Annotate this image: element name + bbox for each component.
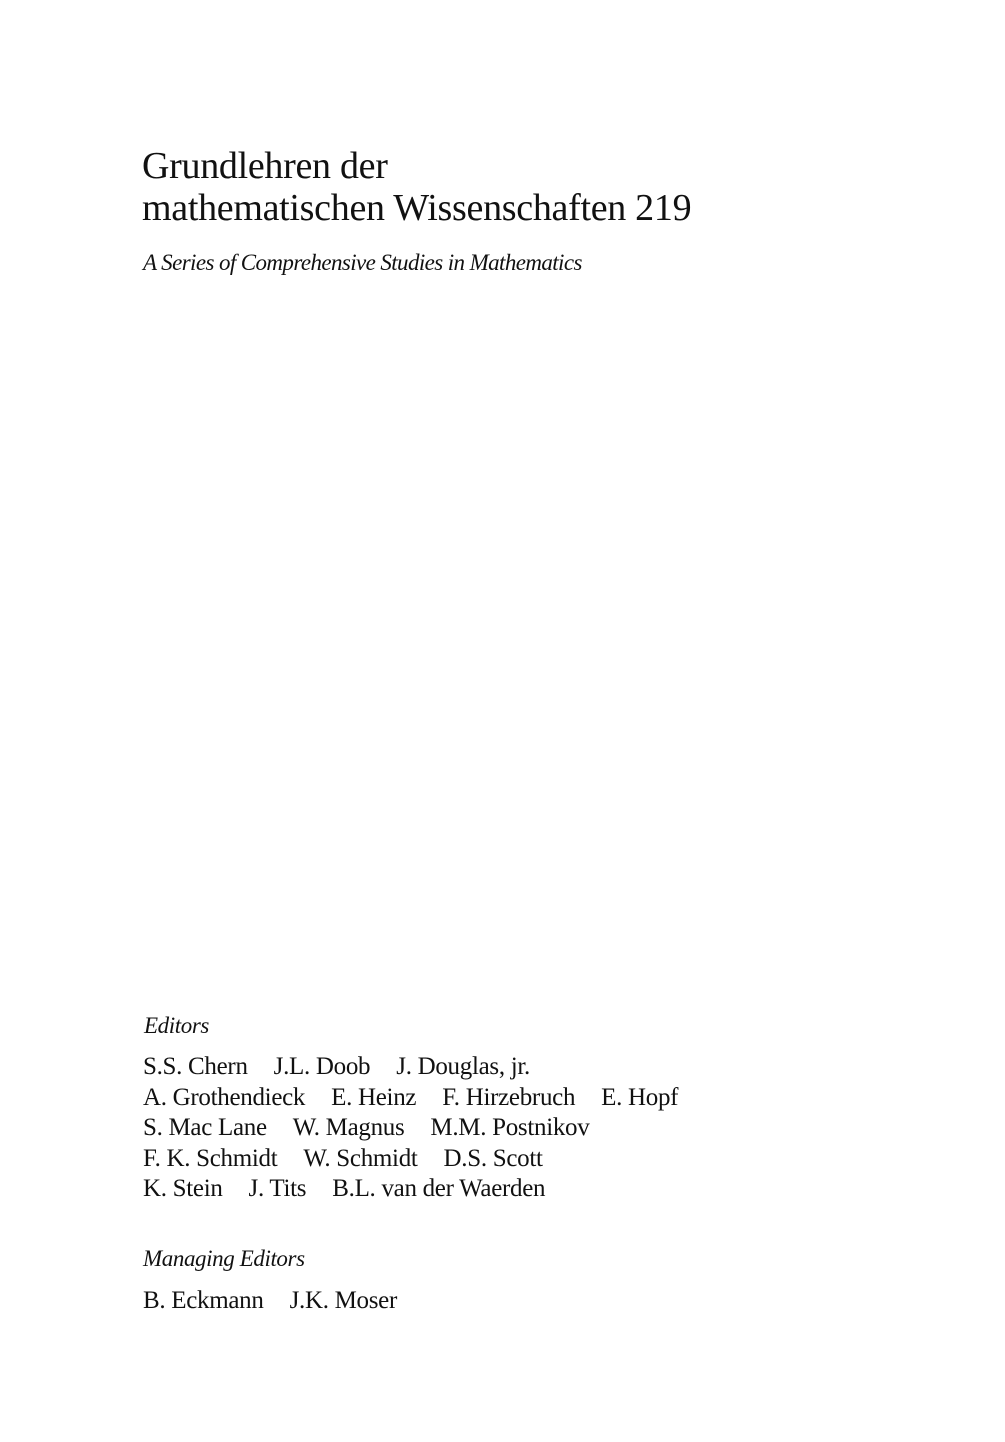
editor-name: E. Hopf	[601, 1083, 679, 1111]
editor-row	[143, 1083, 678, 1114]
editor-row	[143, 1174, 678, 1205]
editor-row	[143, 1113, 678, 1144]
editor-name: J. Douglas, jr.	[396, 1053, 530, 1080]
editor-name: K. Stein	[143, 1175, 223, 1202]
editor-row	[143, 1052, 678, 1083]
editors-heading: Editors	[144, 1013, 209, 1038]
editor-row	[143, 1144, 678, 1175]
editor-name: S.S. Chern	[143, 1053, 248, 1080]
managing-editors-list	[143, 1286, 397, 1316]
editor-name: M.M. Postnikov	[430, 1114, 590, 1141]
managing-editor-name: J.K. Moser	[289, 1287, 398, 1314]
editor-name: B.L. van der Waerden	[332, 1175, 546, 1202]
editor-name: W. Schmidt	[303, 1144, 418, 1172]
editor-name: E. Heinz	[331, 1083, 417, 1111]
editor-name: W. Magnus	[292, 1114, 405, 1141]
editor-name: F. Hirzebruch	[442, 1083, 576, 1111]
editor-name: S. Mac Lane	[143, 1114, 267, 1141]
editor-name: A. Grothendieck	[143, 1083, 306, 1111]
editor-name: F. K. Schmidt	[143, 1144, 278, 1172]
editor-name: D.S. Scott	[443, 1144, 543, 1172]
editors-list	[143, 1052, 678, 1205]
series-subtitle: A Series of Comprehensive Studies in Mathematics	[143, 250, 582, 275]
series-title	[142, 145, 691, 229]
editor-name: J. Tits	[248, 1175, 307, 1202]
series-title-line1: Grundlehren der	[142, 145, 388, 187]
editor-name: J.L. Doob	[273, 1053, 371, 1080]
series-title-line2: mathematischen Wissenschaften 219	[142, 187, 692, 229]
managing-editors-heading: Managing Editors	[143, 1246, 305, 1271]
managing-editor-name: B. Eckmann	[143, 1287, 264, 1314]
